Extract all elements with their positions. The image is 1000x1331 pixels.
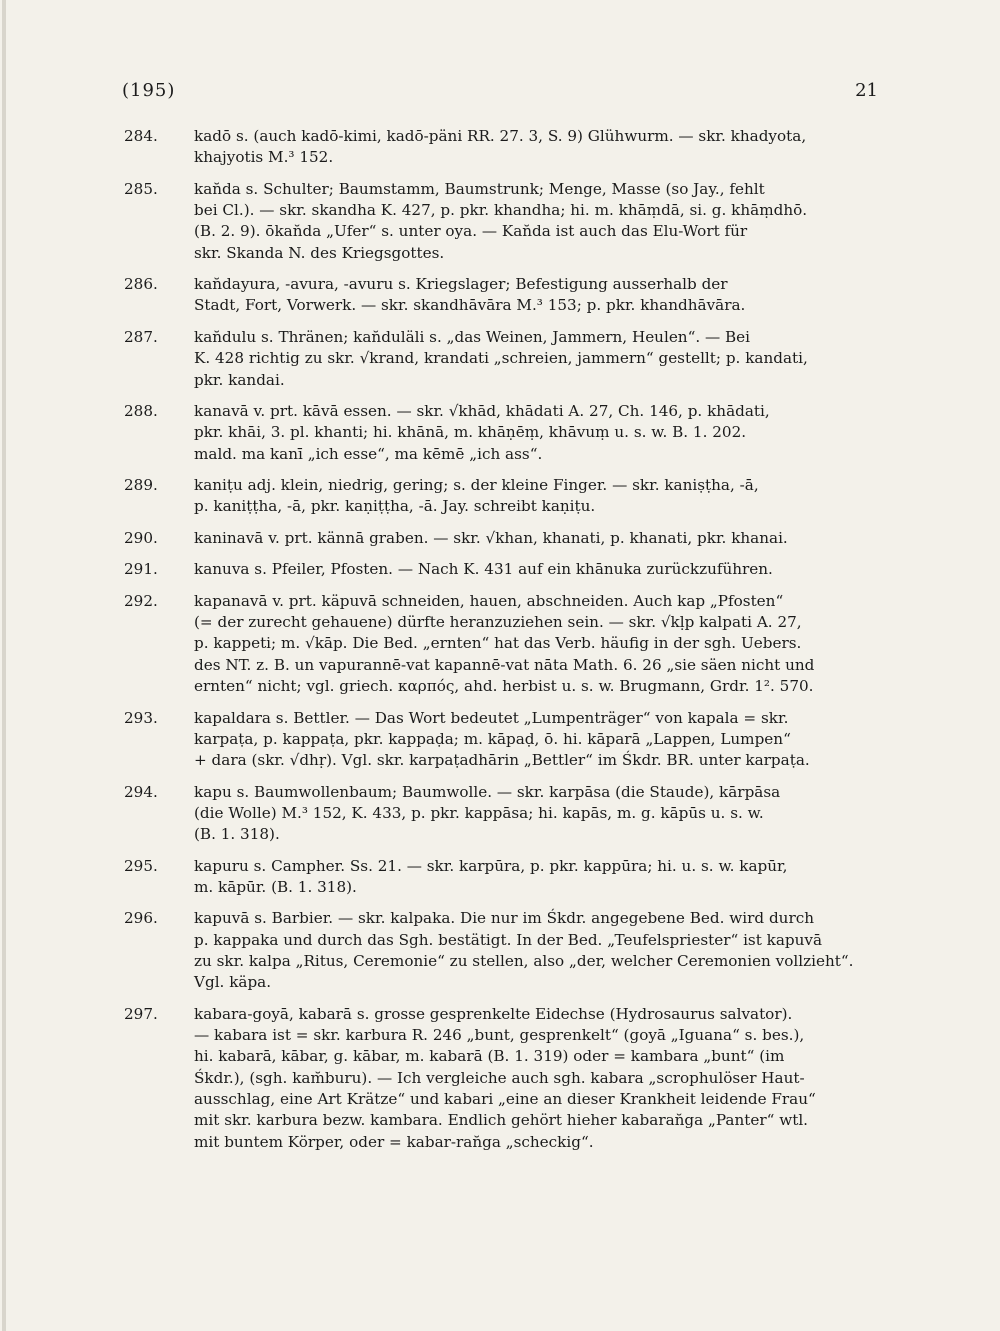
entry-line: p. kappeti; m. √kāp. Die Bed. „ernten“ hat das Verb. häufig in der sgh. Uebers.	[194, 634, 802, 653]
entry-line: mit skr. karbura bezw. kambara. Endlich gehört hieher kabaran̆ga „Panter“ wtl.	[194, 1111, 809, 1130]
entry-line: (die Wolle) M.³ 152, K. 433, p. pkr. kappāsa; hi. kapās, m. g. kāpūs u. s. w.	[194, 803, 764, 822]
entry-number: 294.	[124, 782, 158, 801]
entry-text	[194, 908, 879, 993]
entry-line: des NT. z. B. un vapurannē-vat kapannē-vat nāta Math. 6. 26 „sie säen nicht und	[194, 655, 815, 674]
entry-text	[194, 1004, 879, 1153]
dictionary-entry	[124, 908, 879, 993]
dictionary-entry	[124, 1004, 879, 1153]
entry-line: ausschlag, eine Art Krätze“ und kabari „eine an dieser Krankheit leidende Frau“	[194, 1090, 816, 1109]
entry-line: K. 428 richtig zu skr. √krand, krandati „schreien, jammern“ gestellt; p. kandati,	[194, 349, 808, 368]
entry-number: 296.	[124, 909, 158, 928]
dictionary-entry	[124, 327, 879, 391]
entry-text	[194, 708, 879, 772]
entry-line: mit buntem Körper, oder = kabar-ran̆ga „scheckig“.	[194, 1132, 594, 1151]
entry-line: + dara (skr. √dhṛ). Vgl. skr. karpaṭadhārin „Bettler“ im Śkdr. BR. unter karpaṭa.	[194, 751, 810, 770]
entry-line: skr. Skanda N. des Kriegsgottes.	[194, 243, 445, 262]
entry-line: kadō s. (auch kadō-kimi, kadō-päni RR. 27. 3, S. 9) Glühwurm. — skr. khadyota,	[194, 127, 807, 145]
entry-line: karpaṭa, p. kappaṭa, pkr. kappaḍa; m. kāpaḍ, ō. hi. kāparā „Lappen, Lumpen“	[194, 729, 791, 748]
dictionary-entry	[124, 528, 879, 549]
entry-line: kaninavā v. prt. kännā graben. — skr. √khan, khanati, p. khanati, pkr. khanai.	[194, 528, 788, 547]
entry-text	[194, 179, 879, 264]
entry-line: bei Cl.). — skr. skandha K. 427, p. pkr. khandha; hi. m. khāṃdā, si. g. khāṃdhō.	[194, 201, 808, 220]
entry-line: kanavā v. prt. kāvā essen. — skr. √khād, khādati A. 27, Ch. 146, p. khādati,	[194, 402, 770, 421]
entry-text	[194, 126, 879, 169]
dictionary-entry	[124, 401, 879, 465]
entry-line: kapuru s. Campher. Ss. 21. — skr. karpūra, p. pkr. kappūra; hi. u. s. w. kapūr,	[194, 856, 788, 875]
entry-line: p. kappaka und durch das Sgh. bestätigt. In der Bed. „Teufelspriester“ ist kapuvā	[194, 930, 823, 949]
entry-number: 288.	[124, 402, 158, 421]
scan-edge-mark	[2, 0, 6, 1331]
entry-line: kan̆da s. Schulter; Baumstamm, Baumstrunk; Menge, Masse (so Jay., fehlt	[194, 179, 765, 198]
entry-line: Stadt, Fort, Vorwerk. — skr. skandhāvāra M.³ 153; p. pkr. khandhāvāra.	[194, 296, 746, 315]
page-section-number: (195)	[122, 80, 176, 101]
entry-line: ernten“ nicht; vgl. griech. καρπός, ahd. herbist u. s. w. Brugmann, Grdr. 1². 570.	[194, 677, 814, 696]
entry-line: (B. 1. 318).	[194, 825, 280, 844]
page-header	[122, 80, 878, 110]
entry-text	[194, 559, 879, 580]
entry-number: 290.	[124, 528, 158, 547]
entry-text	[194, 401, 879, 465]
entry-number: 292.	[124, 591, 158, 610]
entry-line: pkr. kandai.	[194, 370, 285, 389]
entry-line: khajyotis M.³ 152.	[194, 148, 334, 167]
entry-line: pkr. khāi, 3. pl. khanti; hi. khānā, m. khāṇēṃ, khāvuṃ u. s. w. B. 1. 202.	[194, 423, 747, 442]
entry-number: 284.	[124, 127, 158, 145]
dictionary-entry	[124, 126, 879, 169]
entry-line: kan̆dayura, -avura, -avuru s. Kriegslager; Befestigung ausserhalb der	[194, 275, 728, 294]
entry-line: kapaldara s. Bettler. — Das Wort bedeutet „Lumpenträger“ von kapala = skr.	[194, 708, 789, 727]
page-number: 21	[855, 80, 878, 101]
entry-line: (B. 2. 9). ōkan̆da „Ufer“ s. unter oya. — Kan̆da ist auch das Elu-Wort für	[194, 222, 748, 241]
entry-line: kapu s. Baumwollenbaum; Baumwolle. — skr. karpāsa (die Staude), kārpāsa	[194, 782, 781, 801]
entry-line: Śkdr.), (sgh. kam̆buru). — Ich vergleiche auch sgh. kabara „scrophulöser Haut-	[194, 1068, 805, 1087]
dictionary-entry	[124, 782, 879, 846]
entry-number: 285.	[124, 179, 158, 198]
entry-line: hi. kabarā, kābar, g. kābar, m. kabarā (B. 1. 319) oder = kambara „bunt“ (im	[194, 1047, 785, 1066]
dictionary-entry	[124, 591, 879, 697]
entry-text	[194, 856, 879, 899]
dictionary-entry	[124, 274, 879, 317]
dictionary-entry	[124, 559, 879, 580]
entry-number: 297.	[124, 1004, 158, 1023]
entry-text	[194, 591, 879, 697]
entry-line: — kabara ist = skr. karbura R. 246 „bunt, gesprenkelt“ (goyā „Iguana“ s. bes.),	[194, 1026, 805, 1045]
entry-line: Vgl. käpa.	[194, 973, 272, 992]
entry-text	[194, 528, 879, 549]
entry-line: kan̆dulu s. Thränen; kan̆duläli s. „das Weinen, Jammern, Heulen“. — Bei	[194, 327, 751, 346]
entry-line: kabara-goyā, kabarā s. grosse gesprenkelte Eidechse (Hydrosaurus salvator).	[194, 1004, 793, 1023]
entry-text	[194, 274, 879, 317]
entry-number: 291.	[124, 560, 158, 579]
entry-line: (= der zurecht gehauene) dürfte heranzuziehen sein. — skr. √kḷp kalpati A. 27,	[194, 613, 802, 632]
entry-line: kanuva s. Pfeiler, Pfosten. — Nach K. 431 auf ein khānuka zurückzuführen.	[194, 560, 773, 579]
dictionary-entry	[124, 475, 879, 518]
dictionary-entry	[124, 179, 879, 264]
dictionary-entry	[124, 708, 879, 772]
entry-text	[194, 782, 879, 846]
entry-number: 286.	[124, 275, 158, 294]
entry-line: m. kāpūr. (B. 1. 318).	[194, 877, 357, 896]
entry-line: kaniṭu adj. klein, niedrig, gering; s. der kleine Finger. — skr. kaniṣṭha, -ā,	[194, 476, 759, 495]
entry-line: kapuvā s. Barbier. — skr. kalpaka. Die nur im Śkdr. angegebene Bed. wird durch	[194, 909, 814, 928]
dictionary-entries	[124, 126, 879, 1163]
entry-line: kapanavā v. prt. käpuvā schneiden, hauen, abschneiden. Auch kap „Pfosten“	[194, 591, 784, 610]
entry-line: zu skr. kalpa „Ritus, Ceremonie“ zu stellen, also „der, welcher Ceremonien vollzieht“.	[194, 952, 854, 971]
entry-line: p. kaniṭṭha, -ā, pkr. kaṇiṭṭha, -ā. Jay. schreibt kaṇiṭu.	[194, 497, 596, 516]
entry-number: 293.	[124, 708, 158, 727]
entry-text	[194, 327, 879, 391]
entry-number: 289.	[124, 476, 158, 495]
dictionary-entry	[124, 856, 879, 899]
entry-number: 295.	[124, 856, 158, 875]
entry-number: 287.	[124, 327, 158, 346]
entry-line: mald. ma kanī „ich esse“, ma kēmē „ich ass“.	[194, 444, 543, 463]
entry-text	[194, 475, 879, 518]
